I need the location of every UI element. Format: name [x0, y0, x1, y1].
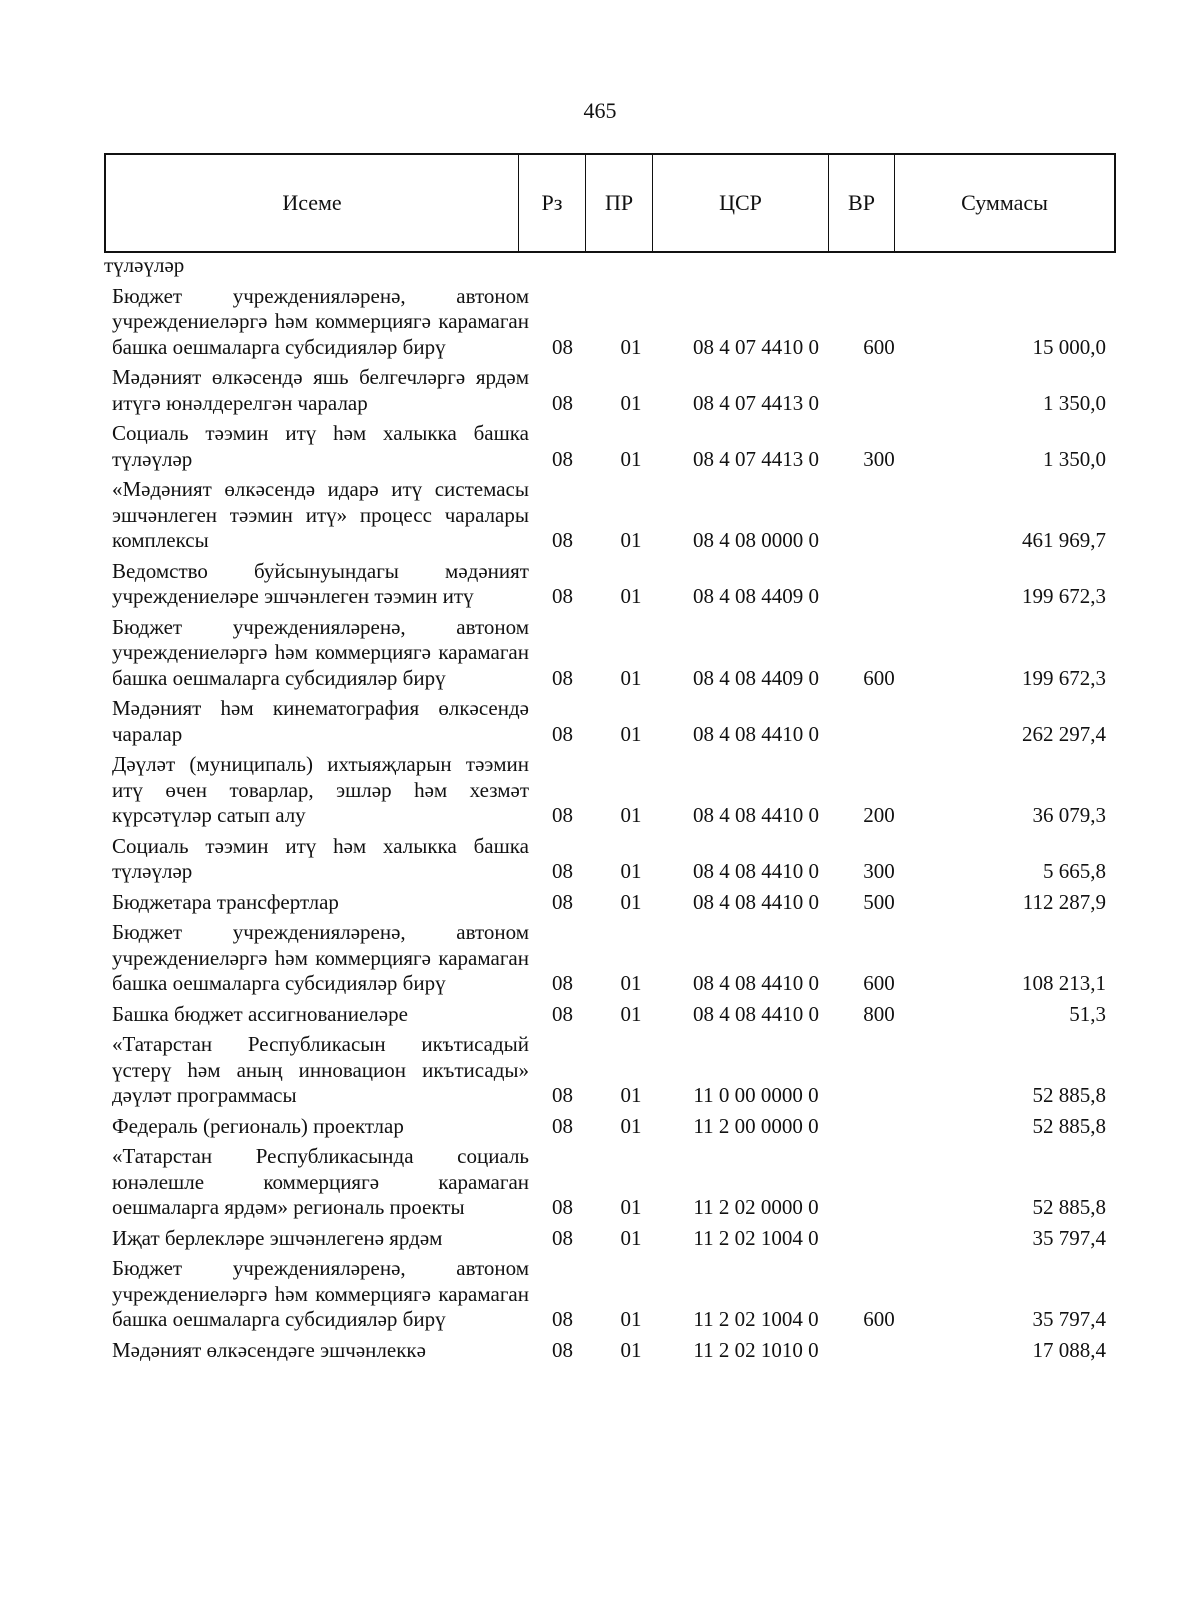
table-row: [104, 1002, 1116, 1028]
row-csr: 11 2 02 1010 0: [693, 1337, 819, 1362]
row-pr: 01: [620, 1083, 642, 1107]
row-csr: 08 4 08 0000 0: [693, 528, 819, 552]
row-pr: 01: [620, 859, 642, 883]
row-name: Социаль тәэмин итү һәм халыкка башка түләүләр: [112, 833, 529, 883]
row-pr: 01: [620, 390, 642, 415]
table-row: [104, 477, 1116, 554]
row-csr: 08 4 08 4409 0: [693, 584, 819, 608]
row-name: Мәдәният өлкәсендәге эшчәнлеккә: [112, 1337, 426, 1362]
row-name: Бюджет учрежденияләренә, автоном учреждениеләргә һәм коммерциягә карамаган башка оешмаларга субсидияләр бирү: [112, 920, 529, 995]
row-csr: 11 2 00 0000 0: [693, 1113, 819, 1138]
row-pr: 01: [620, 446, 642, 471]
row-csr: 08 4 07 4413 0: [693, 446, 819, 471]
row-csr: 08 4 08 4409 0: [693, 665, 819, 690]
row-name: «Татарстан Республикасында социаль юнәлешле коммерциягә карамаган оешмаларга ярдәм» региональ проекты: [112, 1144, 529, 1219]
row-name: Бюджетара трансфертлар: [112, 889, 339, 914]
row-rz: 08: [552, 889, 573, 914]
page-number: 465: [583, 98, 617, 123]
row-vr: 200: [863, 803, 895, 827]
column-header-name: Исеме: [106, 155, 519, 251]
table-row: [104, 1338, 1116, 1364]
table-header: [104, 153, 1116, 253]
row-sum: 262 297,4: [1022, 721, 1106, 746]
row-sum: 36 079,3: [1032, 803, 1106, 827]
row-vr: 600: [863, 665, 895, 690]
row-vr: 600: [863, 971, 895, 995]
row-pr: 01: [620, 1307, 642, 1331]
row-vr: 800: [863, 1001, 895, 1026]
table-row: [104, 920, 1116, 997]
table-row: [104, 1114, 1116, 1140]
table-row: [104, 696, 1116, 747]
row-name: Ведомство буйсынуындагы мәдәният учреждениеләре эшчәнлеген тәэмин итү: [112, 558, 529, 608]
row-rz: 08: [552, 584, 573, 608]
row-sum: 52 885,8: [1032, 1083, 1106, 1107]
row-pr: 01: [620, 803, 642, 827]
row-sum: 108 213,1: [1022, 971, 1106, 995]
table-row: [104, 365, 1116, 416]
column-header-pr: ПР: [586, 155, 653, 251]
row-pr: 01: [620, 1225, 642, 1250]
row-csr: 08 4 08 4410 0: [693, 803, 819, 827]
row-sum: 5 665,8: [1043, 859, 1106, 883]
row-pr: 01: [620, 1337, 642, 1362]
row-sum: 51,3: [1069, 1001, 1106, 1026]
row-rz: 08: [552, 971, 573, 995]
row-name: Дәүләт (муниципаль) ихтыяҗларын тәэмин итү өчен товарлар, эшләр һәм хезмәт күрсәтүләр сатып алу: [112, 752, 529, 827]
row-pr: 01: [620, 1195, 642, 1219]
row-sum: 461 969,7: [1022, 528, 1106, 552]
row-rz: 08: [552, 803, 573, 827]
row-rz: 08: [552, 1195, 573, 1219]
row-vr: 600: [863, 1307, 895, 1331]
row-rz: 08: [552, 665, 573, 690]
table-row: [104, 615, 1116, 692]
column-header-csr: ЦСР: [653, 155, 829, 251]
row-rz: 08: [552, 390, 573, 415]
row-vr: 500: [863, 889, 895, 914]
table-row: [104, 752, 1116, 829]
row-name: Иҗат берлекләре эшчәнлегенә ярдәм: [112, 1225, 443, 1250]
row-sum: 52 885,8: [1032, 1195, 1106, 1219]
row-pr: 01: [620, 1001, 642, 1026]
table-row: [104, 1256, 1116, 1333]
row-rz: 08: [552, 446, 573, 471]
column-header-vr: ВР: [829, 155, 895, 251]
row-rz: 08: [552, 334, 573, 359]
continuation-row: [104, 253, 1116, 279]
table-row: [104, 890, 1116, 916]
row-vr: 300: [863, 859, 895, 883]
row-csr: 11 0 00 0000 0: [693, 1083, 819, 1107]
row-rz: 08: [552, 1083, 573, 1107]
row-sum: 15 000,0: [1032, 334, 1106, 359]
row-rz: 08: [552, 1113, 573, 1138]
row-csr: 08 4 07 4410 0: [693, 334, 819, 359]
row-pr: 01: [620, 971, 642, 995]
row-sum: 35 797,4: [1032, 1225, 1106, 1250]
row-rz: 08: [552, 1337, 573, 1362]
row-sum: 35 797,4: [1032, 1307, 1106, 1331]
row-csr: 08 4 08 4410 0: [693, 721, 819, 746]
row-name: Социаль тәэмин итү һәм халыкка башка түләүләр: [112, 421, 529, 471]
row-sum: 52 885,8: [1032, 1113, 1106, 1138]
row-csr: 11 2 02 1004 0: [693, 1307, 819, 1331]
row-sum: 199 672,3: [1022, 665, 1106, 690]
column-header-rz: Рз: [519, 155, 586, 251]
row-pr: 01: [620, 889, 642, 914]
table-row: [104, 421, 1116, 472]
row-csr: 08 4 08 4410 0: [693, 1001, 819, 1026]
row-sum: 1 350,0: [1043, 390, 1106, 415]
row-sum: 112 287,9: [1022, 889, 1106, 914]
row-pr: 01: [620, 334, 642, 359]
row-csr: 11 2 02 1004 0: [693, 1225, 819, 1250]
row-rz: 08: [552, 721, 573, 746]
row-name: Федераль (региональ) проектлар: [112, 1113, 404, 1138]
row-pr: 01: [620, 584, 642, 608]
row-rz: 08: [552, 528, 573, 552]
row-rz: 08: [552, 1307, 573, 1331]
row-sum: 199 672,3: [1022, 584, 1106, 608]
table-row: [104, 1032, 1116, 1109]
row-pr: 01: [620, 1113, 642, 1138]
row-vr: 600: [863, 334, 895, 359]
row-vr: 300: [863, 446, 895, 471]
row-name: Бюджет учрежденияләренә, автоном учреждениеләргә һәм коммерциягә карамаган башка оешмаларга субсидияләр бирү: [112, 614, 529, 690]
row-name: «Татарстан Республикасын икътисадый үстерү һәм аның инновацион икътисады» дәүләт программасы: [112, 1032, 529, 1107]
row-sum: 17 088,4: [1032, 1337, 1106, 1362]
row-sum: 1 350,0: [1043, 446, 1106, 471]
continuation-text: түләүләр: [104, 253, 185, 277]
row-csr: 08 4 08 4410 0: [693, 859, 819, 883]
row-rz: 08: [552, 859, 573, 883]
row-rz: 08: [552, 1001, 573, 1026]
table-row: [104, 559, 1116, 610]
table-row: [104, 834, 1116, 885]
table-row: [104, 1226, 1116, 1252]
row-name: Мәдәният өлкәсендә яшь белгечләргә ярдәм итүгә юнәлдерелгән чаралар: [112, 365, 529, 415]
row-pr: 01: [620, 665, 642, 690]
table-row: [104, 284, 1116, 361]
row-name: Мәдәният һәм кинематография өлкәсендә чаралар: [112, 696, 529, 746]
row-pr: 01: [620, 528, 642, 552]
row-csr: 08 4 07 4413 0: [693, 390, 819, 415]
row-pr: 01: [620, 721, 642, 746]
row-name: Башка бюджет ассигнованиеләре: [112, 1001, 408, 1026]
table-row: [104, 1144, 1116, 1221]
column-header-sum: Суммасы: [961, 190, 1048, 215]
row-csr: 08 4 08 4410 0: [693, 971, 819, 995]
row-csr: 11 2 02 0000 0: [693, 1195, 819, 1219]
row-csr: 08 4 08 4410 0: [693, 889, 819, 914]
row-name: Бюджет учрежденияләренә, автоном учреждениеләргә һәм коммерциягә карамаган башка оешмаларга субсидияләр бирү: [112, 1256, 529, 1331]
row-rz: 08: [552, 1225, 573, 1250]
row-name: «Мәдәният өлкәсендә идарә итү системасы эшчәнлеген тәэмин итү» процесс чаралары комплексы: [112, 477, 529, 552]
table-body: [104, 253, 1116, 1368]
row-name: Бюджет учрежденияләренә, автоном учреждениеләргә һәм коммерциягә карамаган башка оешмаларга субсидияләр бирү: [112, 283, 529, 359]
